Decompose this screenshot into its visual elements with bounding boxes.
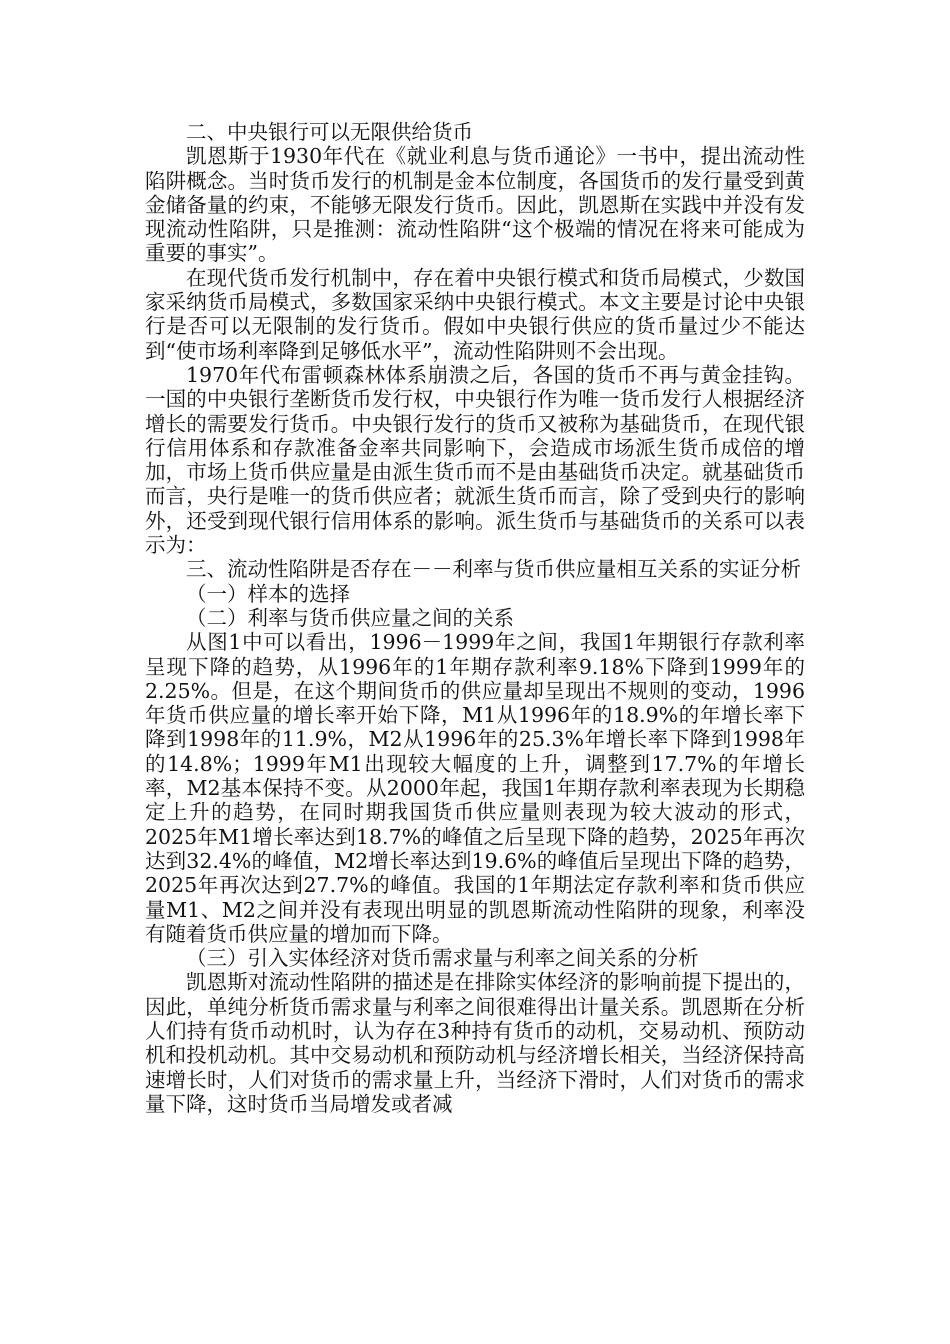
section-heading-2: 二、中央银行可以无限供给货币 — [186, 120, 473, 144]
paragraph: 凯恩斯对流动性陷阱的描述是在排除实体经济的影响前提下提出的，因此，单纯分析货币需求量与利率之间很难得出计量关系。凯恩斯在分析人们持有货币动机时，认为存在3种持有货币的动机，交易动机、预防动机和投机动机。其中交易动机和预防动机与经济增长相关，当经济保持高速增长时，人们对货币的需求量上升，当经济下滑时，人们对货币的需求量下降，这时货币当局增发或者减 — [145, 970, 805, 1116]
subsection-heading-2: （二）利率与货币供应量之间的关系 — [186, 605, 514, 630]
document-body — [145, 120, 805, 1116]
paragraph: 从图1中可以看出，1996－1999年之间，我国1年期银行存款利率呈现下降的趋势，从1996年的1年期存款利率9.18%下降到1999年的2.25%。但是，在这个期间货币的供应量却呈现出不规则的变动，1996年货币供应量的增长率开始下降，M1从1996年的18.9%的年增长率下降到1998年的11.9%，M2从1996年的25.3%年增长率下降到1998年的14.8%；1999年M1出现较大幅度的上升，调整到17.7%的年增长率，M2基本保持不变。从2000年起，我国1年期存款利率表现为长期稳定上升的趋势，在同时期我国货币供应量则表现为较大波动的形式，2025年M1增长率达到18.7%的峰值之后呈现下降的趋势，2025年再次达到32.4%的峰值，M2增长率达到19.6%的峰值后呈现出下降的趋势，2025年再次达到27.7%的峰值。我国的1年期法定存款利率和货币供应量M1、M2之间并没有表现出明显的凯恩斯流动性陷阱的现象，利率没有随着货币供应量的增加而下降。 — [145, 630, 805, 946]
subsection-heading-3: （三）引入实体经济对货币需求量与利率之间关系的分析 — [186, 946, 699, 971]
paragraph: 凯恩斯于1930年代在《就业利息与货币通论》一书中，提出流动性陷阱概念。当时货币发行的机制是金本位制度，各国货币的发行量受到黄金储备量的约束，不能够无限发行货币。因此，凯恩斯在实践中并没有发现流动性陷阱，只是推测：流动性陷阱“这个极端的情况在将来可能成为重要的事实”。 — [145, 144, 805, 266]
paragraph: 1970年代布雷顿森林体系崩溃之后，各国的货币不再与黄金挂钩。一国的中央银行垄断货币发行权，中央银行作为唯一货币发行人根据经济增长的需要发行货币。中央银行发行的货币又被称为基础货币，在现代银行信用体系和存款准备金率共同影响下，会造成市场派生货币成倍的增加，市场上货币供应量是由派生货币而不是由基础货币决定。就基础货币而言，央行是唯一的货币供应者；就派生货币而言，除了受到央行的影响外，还受到现代银行信用体系的影响。派生货币与基础货币的关系可以表示为： — [145, 362, 805, 558]
subsection-heading-1: （一）样本的选择 — [186, 581, 350, 606]
section-heading-3: 三、流动性陷阱是否存在－－利率与货币供应量相互关系的实证分析 — [186, 557, 801, 582]
paragraph: 在现代货币发行机制中，存在着中央银行模式和货币局模式，少数国家采纳货币局模式，多数国家采纳中央银行模式。本文主要是讨论中央银行是否可以无限制的发行货币。假如中央银行供应的货币量过少不能达到“使市场利率降到足够低水平”，流动性陷阱则不会出现。 — [145, 265, 805, 363]
